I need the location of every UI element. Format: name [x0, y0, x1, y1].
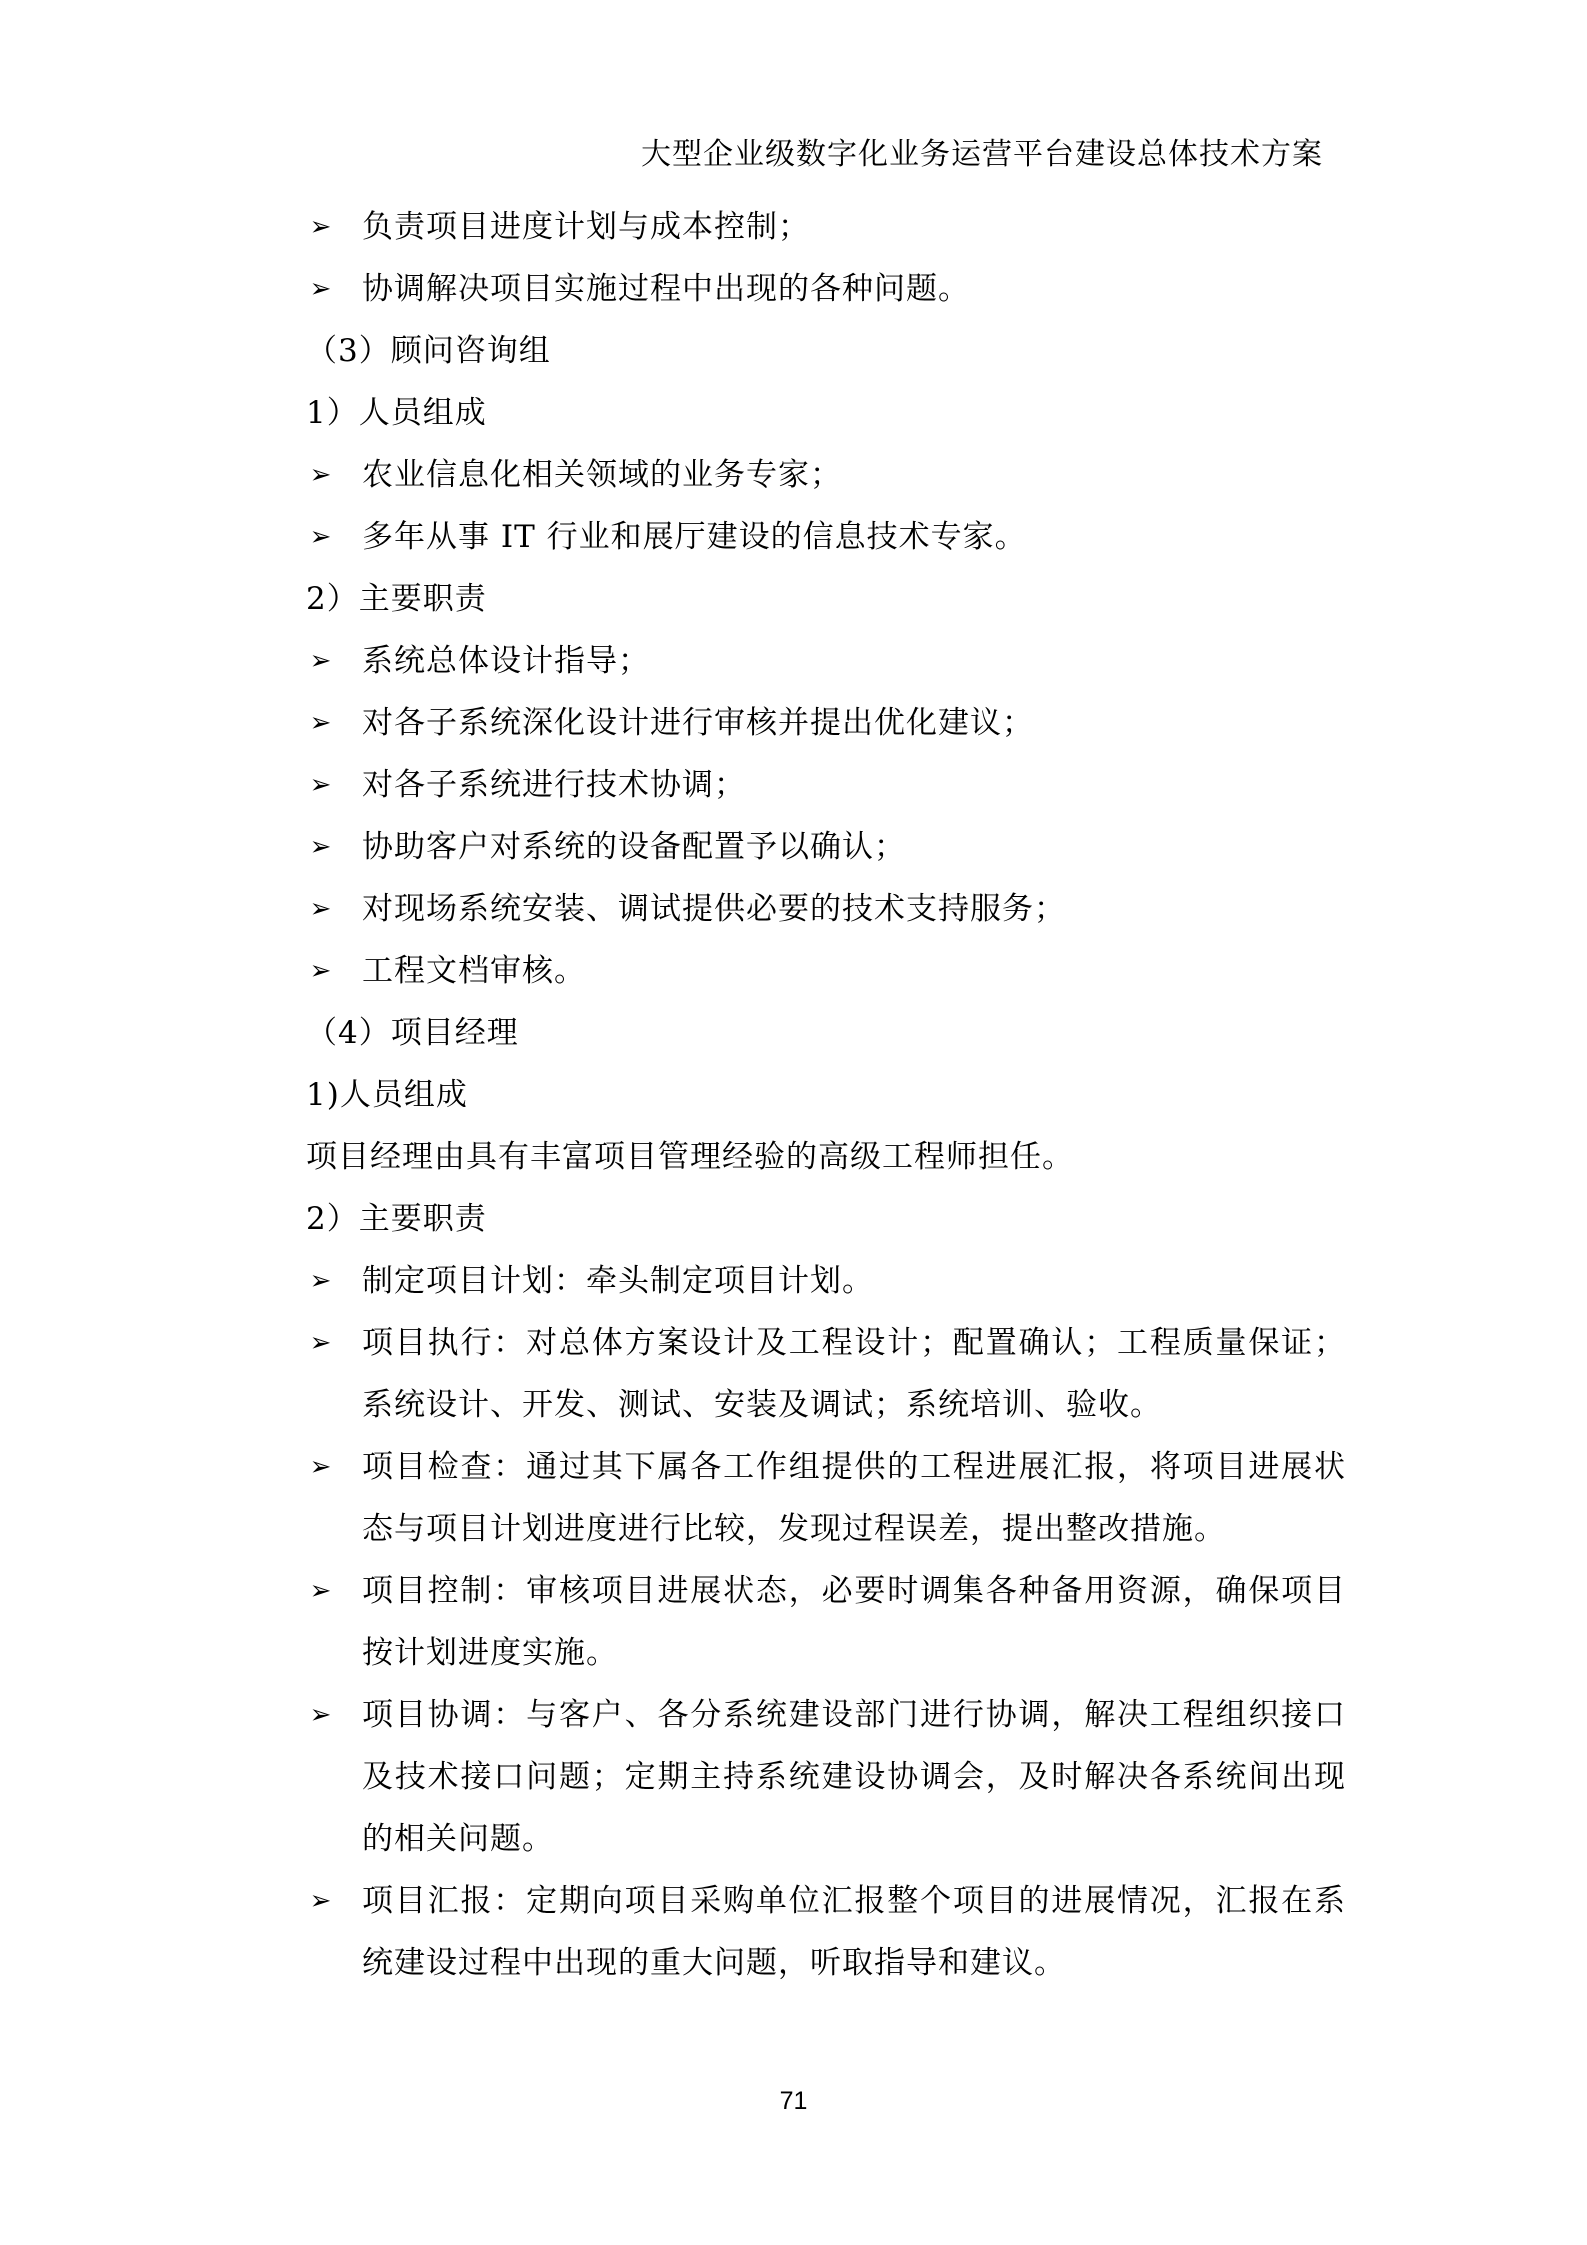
bullet-item [306, 258, 1346, 320]
bullet-item [306, 1312, 1346, 1436]
section-heading: （4）项目经理 [306, 1015, 519, 1051]
bullet-item [306, 1870, 1346, 1994]
bullet-item-text: 对各子系统进行技术协调； [362, 767, 746, 803]
paragraph-line: 1）人员组成 [306, 395, 487, 431]
arrow-bullet-icon: ➢ [309, 1576, 333, 1606]
page-number: 71 [779, 2087, 808, 2115]
bullet-item [306, 692, 1346, 754]
bullet-item [306, 506, 1346, 568]
arrow-bullet-icon: ➢ [309, 708, 333, 738]
arrow-bullet-icon: ➢ [309, 1886, 333, 1916]
bullet-item-text: 负责项目进度计划与成本控制； [362, 209, 810, 245]
bullet-item-text: 对现场系统安装、调试提供必要的技术支持服务； [362, 891, 1066, 927]
arrow-bullet-icon: ➢ [309, 1266, 333, 1296]
bullet-item-text: 系统总体设计指导； [362, 643, 650, 679]
paragraph-line: 1)人员组成 [306, 1077, 468, 1113]
bullet-item [306, 444, 1346, 506]
bullet-item-text: 项目控制：审核项目进展状态，必要时调集各种备用资源，确保项目按计划进度实施。 [362, 1573, 1346, 1671]
bullet-item [306, 878, 1346, 940]
arrow-bullet-icon: ➢ [309, 894, 333, 924]
section-heading: （3）顾问咨询组 [306, 333, 551, 369]
bullet-item-text: 对各子系统深化设计进行审核并提出优化建议； [362, 705, 1034, 741]
bullet-item [306, 1436, 1346, 1560]
arrow-bullet-icon: ➢ [309, 212, 333, 242]
bullet-item-text: 项目执行：对总体方案设计及工程设计；配置确认；工程质量保证；系统设计、开发、测试、安装及调试；系统培训、验收。 [362, 1325, 1346, 1423]
arrow-bullet-icon: ➢ [309, 956, 333, 986]
bullet-item-text: 制定项目计划：牵头制定项目计划。 [362, 1263, 874, 1299]
paragraph-line: 项目经理由具有丰富项目管理经验的高级工程师担任。 [306, 1139, 1074, 1175]
arrow-bullet-icon: ➢ [309, 1328, 333, 1358]
arrow-bullet-icon: ➢ [309, 274, 333, 304]
bullet-item-text: 协调解决项目实施过程中出现的各种问题。 [362, 271, 970, 307]
bullet-item [306, 816, 1346, 878]
arrow-bullet-icon: ➢ [309, 770, 333, 800]
bullet-item-text: 工程文档审核。 [362, 953, 586, 989]
page-header-title: 大型企业级数字化业务运营平台建设总体技术方案 [641, 137, 1323, 172]
bullet-item [306, 940, 1346, 1002]
bullet-item-text: 项目协调：与客户、各分系统建设部门进行协调，解决工程组织接口及技术接口问题；定期主持系统建设协调会，及时解决各系统间出现的相关问题。 [362, 1697, 1346, 1857]
bullet-item [306, 196, 1346, 258]
arrow-bullet-icon: ➢ [309, 522, 333, 552]
bullet-item-text: 农业信息化相关领域的业务专家； [362, 457, 842, 493]
bullet-item-text: 多年从事 IT 行业和展厅建设的信息技术专家。 [362, 519, 1027, 555]
bullet-item [306, 754, 1346, 816]
arrow-bullet-icon: ➢ [309, 1700, 333, 1730]
document-body [306, 196, 1346, 1994]
arrow-bullet-icon: ➢ [309, 646, 333, 676]
bullet-item-text: 项目汇报：定期向项目采购单位汇报整个项目的进展情况，汇报在系统建设过程中出现的重大问题，听取指导和建议。 [362, 1883, 1346, 1981]
bullet-item [306, 1250, 1346, 1312]
bullet-item-text: 项目检查：通过其下属各工作组提供的工程进展汇报，将项目进展状态与项目计划进度进行比较，发现过程误差，提出整改措施。 [362, 1449, 1346, 1547]
arrow-bullet-icon: ➢ [309, 460, 333, 490]
paragraph-line: 2）主要职责 [306, 581, 487, 617]
paragraph-line: 2）主要职责 [306, 1201, 487, 1237]
bullet-item [306, 630, 1346, 692]
bullet-item [306, 1684, 1346, 1870]
bullet-item-text: 协助客户对系统的设备配置予以确认； [362, 829, 906, 865]
bullet-item [306, 1560, 1346, 1684]
arrow-bullet-icon: ➢ [309, 832, 333, 862]
arrow-bullet-icon: ➢ [309, 1452, 333, 1482]
